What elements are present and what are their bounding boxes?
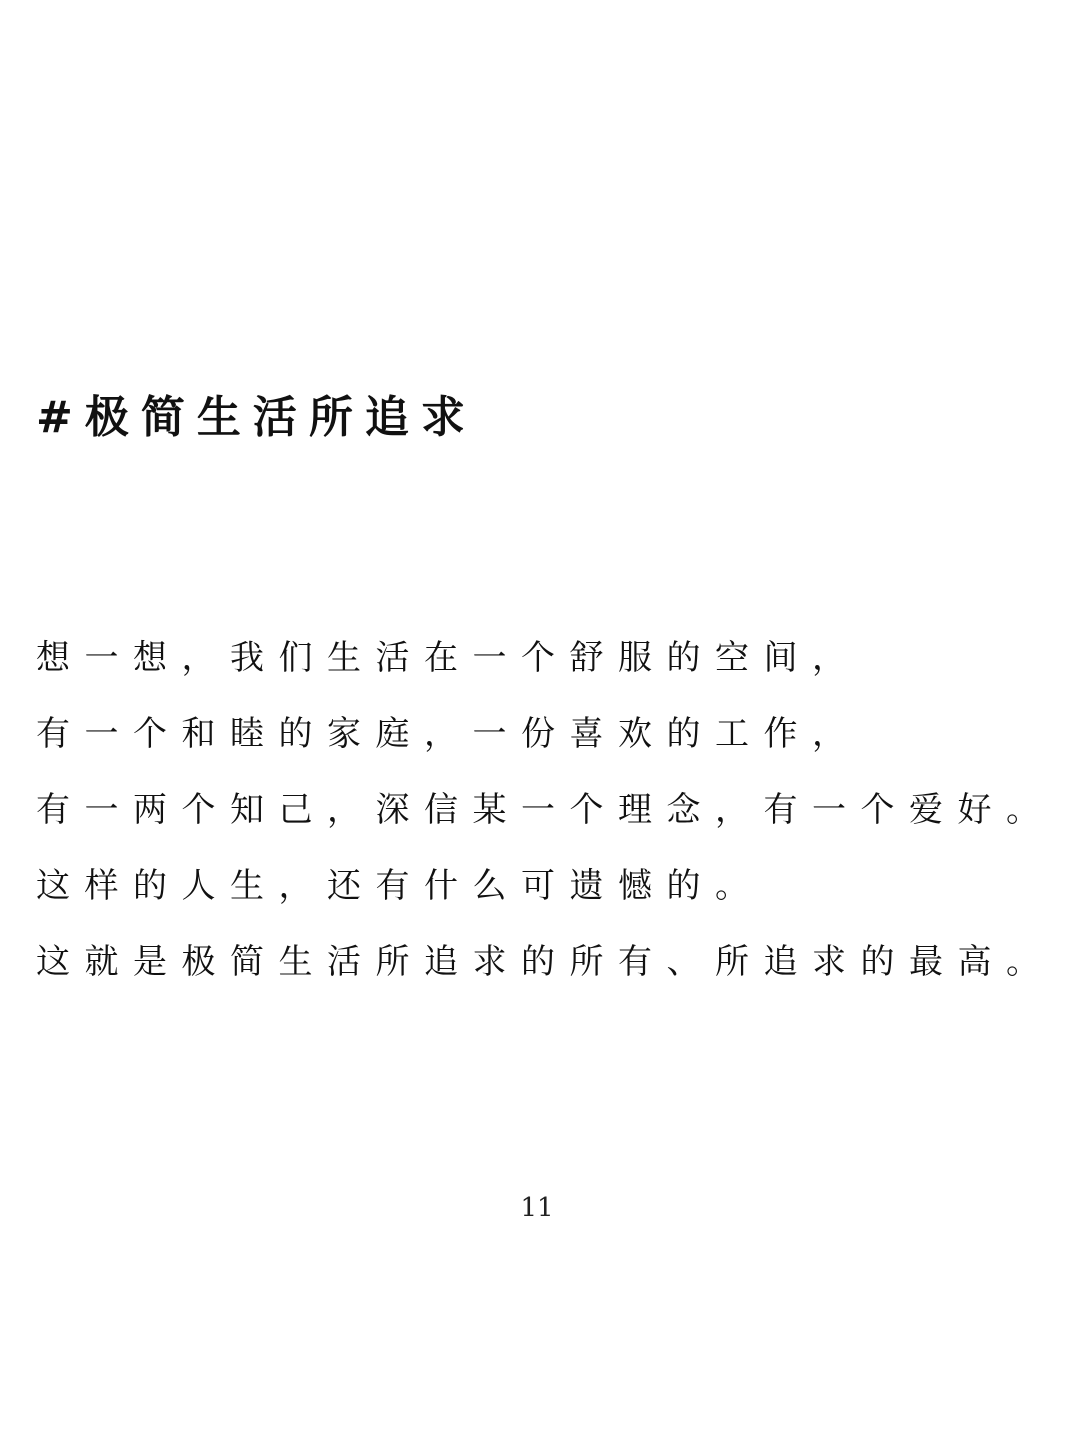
text-line: 有一两个知己，深信某一个理念，有一个爱好。	[36, 790, 1055, 830]
text-line: 这样的人生，还有什么可遗憾的。	[36, 866, 764, 906]
body-paragraph	[36, 620, 1056, 1000]
text-line: 这就是极简生活所追求的所有、所追求的最高。	[36, 942, 1055, 982]
text-line: 有一个和睦的家庭，一份喜欢的工作，	[36, 714, 861, 754]
section-heading: #极简生活所追求	[36, 392, 477, 443]
text-line: 想一想，我们生活在一个舒服的空间，	[36, 638, 861, 678]
page-number: 11	[520, 1193, 554, 1223]
